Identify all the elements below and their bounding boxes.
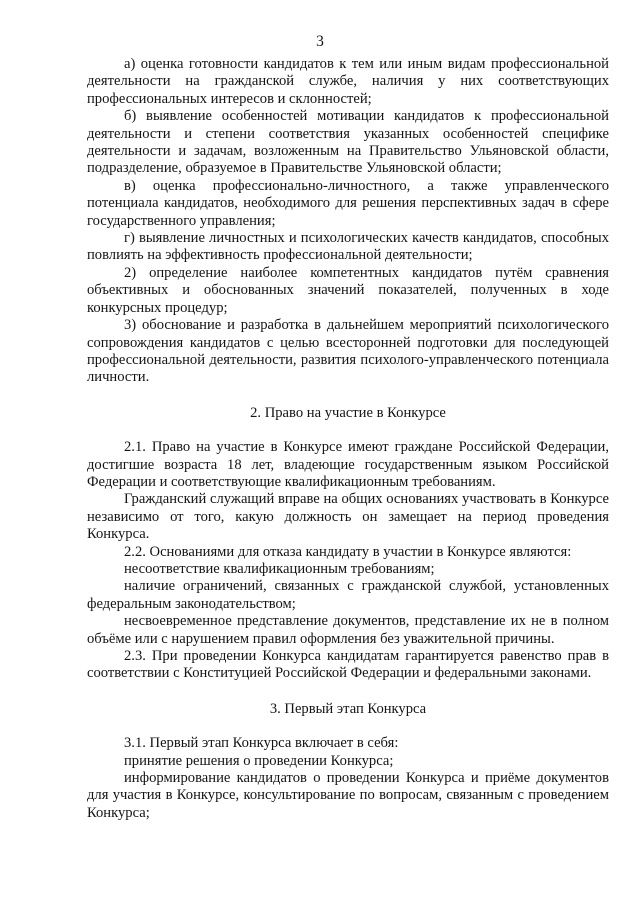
paragraph-3-1: 3.1. Первый этап Конкурса включает в себя: xyxy=(124,735,399,752)
spacer xyxy=(87,683,609,701)
list-item-late-documents: несвоевременное представление документов, представление их не в полном объёме или с нарушением правил оформления без уважительной причины. xyxy=(87,613,609,647)
list-item-decision: принятие решения о проведении Конкурса; xyxy=(124,752,394,769)
list-item-requirements: несоответствие квалификационным требованиям; xyxy=(124,560,435,577)
paragraph-item-3: 3) обоснование и разработка в дальнейшем мероприятий психологического сопровождения кандидатов с целью всесторонней подготовки для последующей профессиональной деятельности, развития психолого-управленческого потенциала личности. xyxy=(87,317,609,386)
list-item-informing: информирование кандидатов о проведении Конкурса и приёме документов для участия в Конкурсе, консультирование по вопросам, связанным с проведением Конкурса; xyxy=(87,770,609,821)
paragraph-2b: б) выявление особенностей мотивации кандидатов к профессиональной деятельности и степени соответствия указанных особенностей специфике деятельности и задачам, возложенным на Правительство Ульяновской области, подразделение, образуемое в Правительстве Ульяновской области; xyxy=(87,108,609,177)
document-body xyxy=(87,56,609,822)
paragraph-2a: а) оценка готовности кандидатов к тем или иным видам профессиональной деятельности на гражданской службе, наличия у них соответствующих профессиональных интересов и склонностей; xyxy=(87,56,609,107)
section-heading-3: 3. Первый этап Конкурса xyxy=(269,700,427,717)
spacer xyxy=(87,718,609,735)
paragraph-2g: г) выявление личностных и психологических качеств кандидатов, способных повлиять на эффективность профессиональной деятельности; xyxy=(87,230,609,264)
section-heading-2: 2. Право на участие в Конкурсе xyxy=(250,404,446,421)
list-item-restrictions: наличие ограничений, связанных с гражданской службой, установленных федеральным законодательством; xyxy=(87,578,609,612)
spacer xyxy=(87,422,609,439)
paragraph-2-1: 2.1. Право на участие в Конкурсе имеют граждане Российской Федерации, достигшие возраста 18 лет, владеющие государственным языком Российской Федерации и соответствующие квалификационным требованиям. xyxy=(87,439,609,490)
paragraph-2v: в) оценка профессионально-личностного, а также управленческого потенциала кандидатов, необходимого для решения перспективных задач в сфере государственного управления; xyxy=(87,177,609,229)
paragraph-item-2: 2) определение наиболее компетентных кандидатов путём сравнения объективных и обоснованных значений показателей, полученных в ходе конкурсных процедур; xyxy=(87,264,609,316)
page-number: 3 xyxy=(316,33,324,50)
paragraph-2-2: 2.2. Основаниями для отказа кандидату в участии в Конкурсе являются: xyxy=(124,543,572,560)
spacer xyxy=(87,387,609,405)
paragraph-2-3: 2.3. При проведении Конкурса кандидатам гарантируется равенство прав в соответствии с Конституцией Российской Федерации и федеральными законами. xyxy=(87,648,609,682)
paragraph-civil-servant: Гражданский служащий вправе на общих основаниях участвовать в Конкурсе независимо от того, какую должность он замещает на период проведения Конкурса. xyxy=(87,491,609,543)
